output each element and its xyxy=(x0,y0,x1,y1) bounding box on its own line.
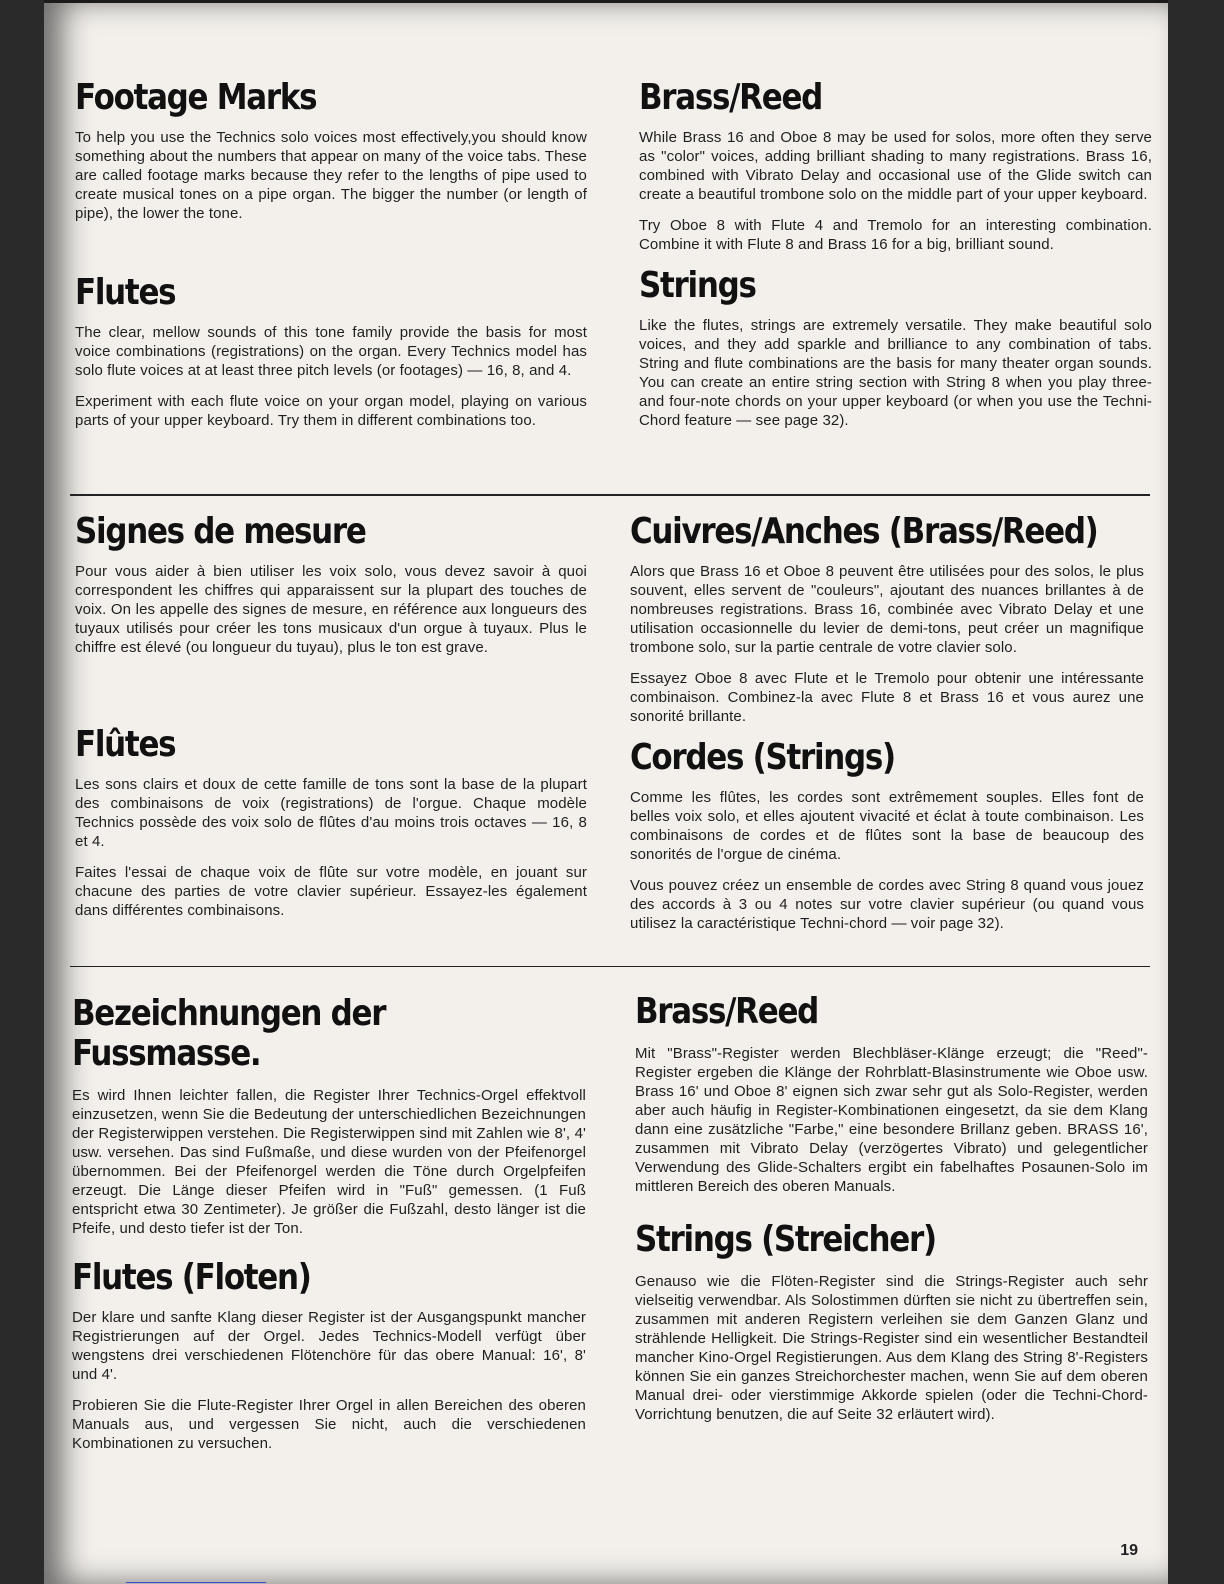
section-heading: Flûtes xyxy=(75,724,176,765)
paragraph: Pour vous aider à bien utiliser les voix solo, vous devez savoir à quoi correspondent les chiffres qui apparaissent sur la plupart des touches de voix. On les appelle des signes de mesure, en référence aux longueurs des tuyaux utilisés pour créer les tons musicaux d'un orgue à tuyaux. Plus le chiffre est élevé (ou longueur du tuyau), plus le ton est grave. xyxy=(75,563,587,656)
section-heading: Brass/Reed xyxy=(639,77,823,118)
section-heading: Bezeichnungen der Fussmasse. xyxy=(72,993,386,1074)
manual-page xyxy=(44,0,1168,1584)
paragraph: Probieren Sie die Flute-Register Ihrer Orgel in allen Bereichen des oberen Manuals aus, und vergessen Sie nicht, auch die verschiedenen Kombinationen zu versuchen. xyxy=(72,1397,586,1452)
paragraph: Alors que Brass 16 et Oboe 8 peuvent être utilisées pour des solos, le plus souvent, elles servent de "couleurs", ajoutant des nuances brillantes à de nombreuses registrations. Brass 16, combinée avec Vibrato Delay et une utilisation occasionnelle du levier de demi-tons, peut créer un magnifique trombone solo, sur la partie centrale de votre clavier solo. xyxy=(630,563,1144,656)
english-right-column xyxy=(639,78,1152,442)
section-heading: Cuivres/Anches (Brass/Reed) xyxy=(630,511,1098,552)
paragraph: Vous pouvez créez un ensemble de cordes avec String 8 quand vous jouez des accords à 3 ou 4 notes sur votre clavier supérieur (ou quand vous utilisez la caractéristique Techni-chord — voir page 32). xyxy=(630,877,1144,932)
paragraph: Es wird Ihnen leichter fallen, die Register Ihrer Technics-Orgel effektvoll einzusetzen, wenn Sie die Bedeutung der unterschiedlichen Bezeichnungen der Registerwippen verstehen. Die Registerwippen sind mit Zahlen wie 8', 4' usw. versehen. Das sind Fußmaße, und diese wurden von der Pfeifenorgel übernommen. Bei der Pfeifenorgel werden die Töne durch Orgelpfeifen erzeugt. Die Länge dieser Pfeifen wird in "Fuß" gemessen. (1 Fuß entspricht etwa 30 Zentimeter). Je größer die Fußzahl, desto länger ist die Pfeife, und desto tiefer ist der Ton. xyxy=(72,1087,586,1237)
paragraph: Experiment with each flute voice on your organ model, playing on various parts of your upper keyboard. Try them in different combinations too. xyxy=(75,393,587,429)
section-heading: Signes de mesure xyxy=(75,511,366,552)
paragraph: Like the flutes, strings are extremely versatile. They make beautiful solo voices, and they add sparkle and brilliance to any combination of tabs. String and flute combinations are the basis for many theater organ sounds. You can create an entire string section with String 8 when you play three- and four-note chords on your upper keyboard (or when you use the Techni-Chord feature — see page 32). xyxy=(639,317,1152,429)
top-edge xyxy=(44,0,1168,3)
french-right-column xyxy=(630,512,1144,945)
link-underline xyxy=(126,1582,266,1583)
section-heading: Footage Marks xyxy=(75,77,317,118)
german-right-column xyxy=(635,992,1148,1436)
french-left-column xyxy=(75,512,587,932)
english-left-column xyxy=(75,78,587,442)
section-heading: Strings (Streicher) xyxy=(635,1219,936,1260)
section-heading: Flutes (Floten) xyxy=(72,1257,311,1298)
section-divider xyxy=(70,494,1150,496)
paragraph: Les sons clairs et doux de cette famille de tons sont la base de la plupart des combinaisons de voix (registrations) de l'orgue. Chaque modèle Technics possède des voix solo de flûtes d'au moins trois octaves — 16, 8 et 4. xyxy=(75,776,587,850)
paragraph: Essayez Oboe 8 avec Flute et le Tremolo pour obtenir une intéressante combinaison. Combinez-la avec Flute 8 et Brass 16 et vous aurez une sonorité brillante. xyxy=(630,670,1144,725)
section-heading: Cordes (Strings) xyxy=(630,737,895,778)
section-heading: Brass/Reed xyxy=(635,991,819,1032)
paragraph: Der klare und sanfte Klang dieser Register ist der Ausgangspunkt mancher Registrierungen auf der Orgel. Jedes Technics-Modell verfügt über wengstens drei verschiedenen Flötenchöre für das obere Manual: 16', 8' und 4'. xyxy=(72,1309,586,1383)
section-heading: Strings xyxy=(639,265,756,306)
page-number: 19 xyxy=(1120,1542,1138,1559)
paragraph: Comme les flûtes, les cordes sont extrêmement souples. Elles font de belles voix solo, et elles ajoutent vivacité et éclat à toute combinaison. Les combinaisons de cordes et de flûtes sont la base de beaucoup des sonorités de l'orgue de cinéma. xyxy=(630,789,1144,863)
paragraph: Genauso wie die Flöten-Register sind die Strings-Register auch sehr vielseitig verwendbar. Als Solostimmen dürften sie nicht zu übertreffen sein, zusammen mit anderen Registern verleihen sie dem Ganzen Glanz und strählende Helligkeit. Die Strings-Register sind ein wesentlicher Bestandteil mancher Kino-Orgel Registierungen. Aus dem Klang des String 8'-Registers können Sie ein ganzes Streichorchester machen, wenn Sie auf dem oberen Manual drei- oder vierstimmige Akkorde spielen (oder die Techni-Chord- Vorrichtung benutzen, die auf Seite 32 erläutert wird). xyxy=(635,1273,1148,1423)
section-heading: Flutes xyxy=(75,272,176,313)
paragraph: Try Oboe 8 with Flute 4 and Tremolo for an interesting combination. Combine it with Flute 8 and Brass 16 for a big, brilliant sound. xyxy=(639,217,1152,253)
paragraph: While Brass 16 and Oboe 8 may be used for solos, more often they serve as "color" voices, adding brilliant shading to many registrations. Brass 16, combined with Vibrato Delay and occasional use of the Glide switch can create a beautiful trombone solo on the middle part of your upper keyboard. xyxy=(639,129,1152,203)
paragraph: The clear, mellow sounds of this tone family provide the basis for most voice combinations (registrations) on the organ. Every Technics model has solo flute voices at at least three pitch levels (or footages) — 16, 8, and 4. xyxy=(75,324,587,379)
german-left-column xyxy=(72,994,586,1465)
section-divider xyxy=(70,966,1150,967)
paragraph: Faites l'essai de chaque voix de flûte sur votre modèle, en jouant sur chacune des parties de votre clavier supérieur. Essayez-les également dans différentes combinaisons. xyxy=(75,864,587,919)
paragraph: Mit "Brass"-Register werden Blechbläser-Klänge erzeugt; die "Reed"-Register ergeben die Klänge der Rohrblatt-Blasinstrumente wie Oboe usw. Brass 16' und Oboe 8' eignen sich zwar sehr gut als Solo-Register, werden aber auch häufig in Register-Kombinationen eingesetzt, da sie dem Klang dann eine zusätzliche "Farbe," eine besondere Brillanz geben. BRASS 16', zusammen mit Vibrato Delay (verzögertes Vibrato) und gelegentlicher Verwendung des Glide-Schalters ergibt ein fabelhaftes Posaunen-Solo im mittleren Bereich des oberen Manuals. xyxy=(635,1045,1148,1195)
paragraph: To help you use the Technics solo voices most effectively,you should know something about the numbers that appear on many of the voice tabs. These are called footage marks because they refer to the lengths of pipe used to create musical tones on a pipe organ. The bigger the number (or length of pipe), the lower the tone. xyxy=(75,129,587,222)
